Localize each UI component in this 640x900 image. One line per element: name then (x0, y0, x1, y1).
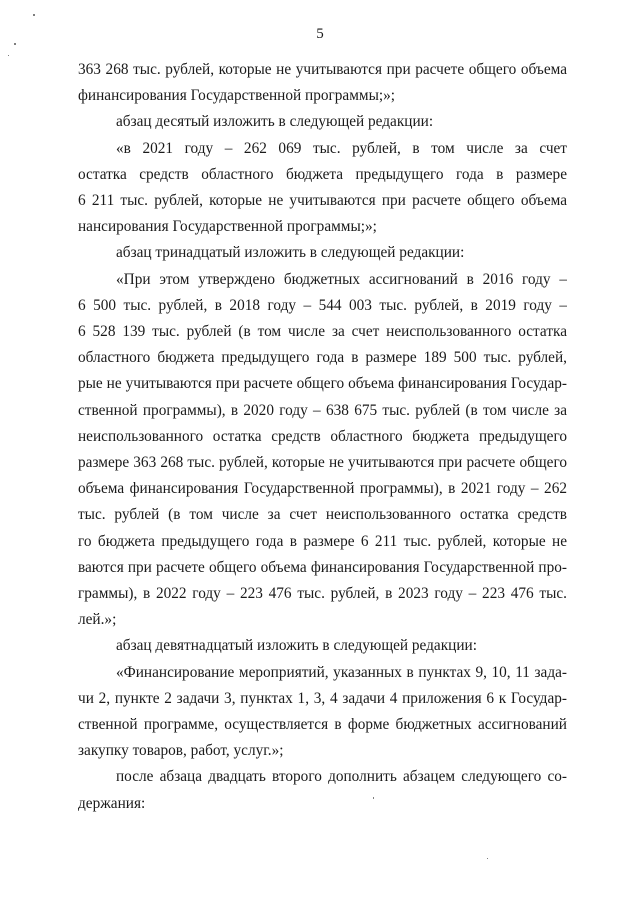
text-line: абзац тринадцатый изложить в следующей редакции: (116, 244, 465, 261)
text-line: граммы), в 2022 году – 223 476 тыс. рублей, в 2023 году – 223 476 тыс. (78, 585, 567, 602)
text-line: 6 500 тыс. рублей, в 2018 году – 544 003 тыс. рублей, в 2019 году – (78, 297, 567, 314)
text-line: абзац десятый изложить в следующей редакции: (116, 113, 434, 130)
scan-speck (33, 14, 35, 16)
text-line: финансирования Государственной программы;»; (78, 87, 396, 104)
scan-speck (373, 797, 374, 799)
text-line: держания: (78, 795, 146, 812)
text-line: неиспользованного остатка средств областного бюджета предыдущего (78, 428, 567, 445)
text-line: «Финансирование мероприятий, указанных в пунктах 9, 10, 11 зада- (116, 664, 567, 681)
text-line: рые не учитываются при расчете общего объема финансирования Государ- (78, 375, 567, 392)
text-line: объема финансирования Государственной программы), в 2021 году – 262 (78, 480, 567, 497)
text-line: го бюджета предыдущего года в размере 6 211 тыс. рублей, которые не (78, 533, 567, 550)
scan-speck (487, 858, 488, 859)
text-line: остатка средств областного бюджета предыдущего года в размере (78, 166, 567, 183)
text-line: размере 363 268 тыс. рублей, которые не учитываются при расчете общего (78, 454, 567, 471)
text-line: чи 2, пункте 2 задачи 3, пунктах 1, 3, 4 задачи 4 приложения 6 к Государ- (78, 690, 567, 707)
text-line: ственной программе, осуществляется в форме бюджетных ассигнований (78, 716, 567, 733)
text-line: «При этом утверждено бюджетных ассигнований в 2016 году – (116, 271, 567, 288)
text-line: «в 2021 году – 262 069 тыс. рублей, в том числе за счет (116, 140, 567, 157)
page-number: 5 (316, 26, 324, 42)
text-line: тыс. рублей (в том числе за счет неиспользованного остатка средств (78, 506, 567, 523)
scan-speck (8, 55, 9, 56)
text-line: 6 528 139 тыс. рублей (в том числе за счет неиспользованного остатка (78, 323, 567, 340)
text-line: ваются при расчете общего объема финансирования Государственной про- (78, 559, 567, 576)
text-line: областного бюджета предыдущего года в размере 189 500 тыс. рублей, (78, 349, 567, 366)
text-line: нансирования Государственной программы;»; (78, 218, 377, 235)
scan-speck (14, 43, 16, 45)
text-line: закупку товаров, работ, услуг.»; (78, 742, 284, 759)
text-line: 363 268 тыс. рублей, которые не учитываются при расчете общего объема (78, 61, 567, 78)
text-line: после абзаца двадцать второго дополнить абзацем следующего со- (116, 768, 567, 785)
text-line: 6 211 тыс. рублей, которые не учитываются при расчете общего объема (78, 192, 567, 209)
text-line: абзац девятнадцатый изложить в следующей редакции: (116, 637, 477, 654)
text-line: ственной программы), в 2020 году – 638 675 тыс. рублей (в том числе за (78, 402, 567, 419)
text-line: лей.»; (78, 611, 117, 628)
